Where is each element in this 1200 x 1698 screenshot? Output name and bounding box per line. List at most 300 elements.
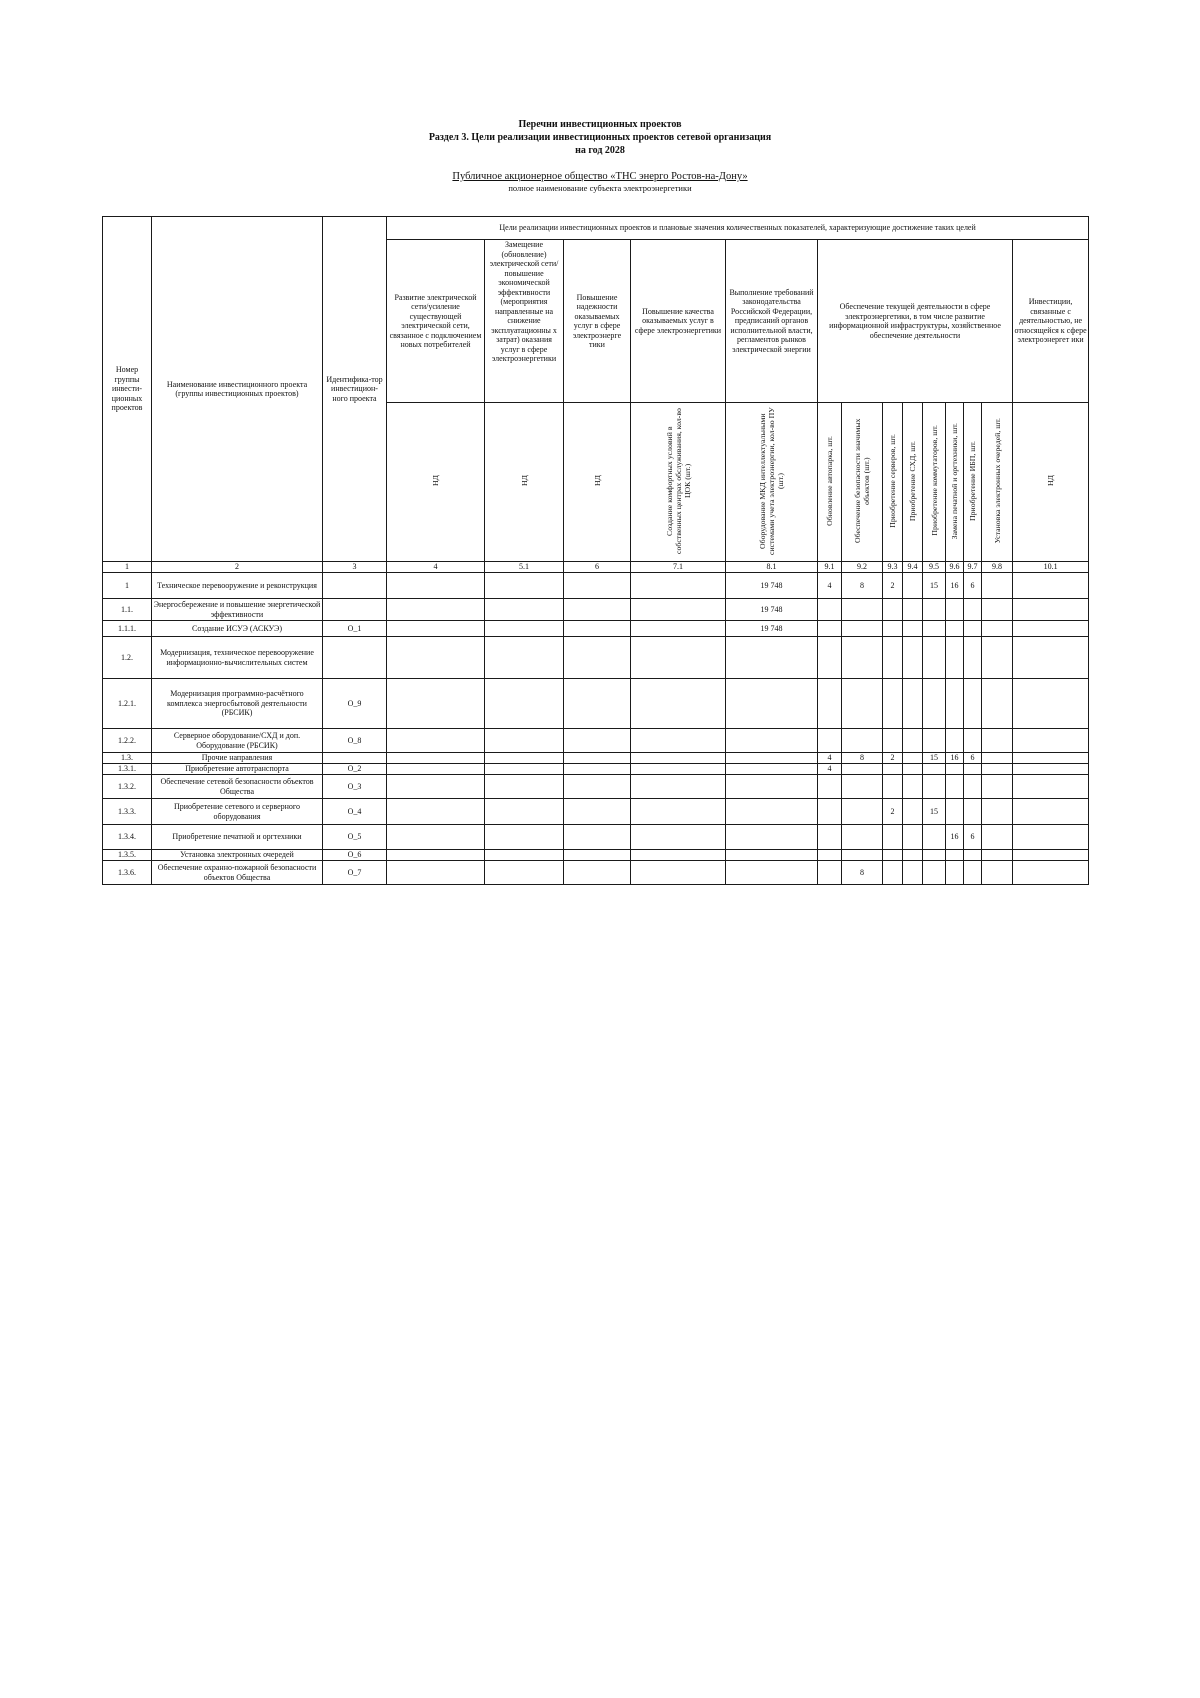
row-value-95 — [923, 637, 946, 679]
header-project-name: Наименование инвестиционного проекта (группы инвестиционных проектов) — [152, 217, 323, 562]
header-goal-10-text: Инвестиции, связанные с деятельностью, не относящейся к сфере электроэнергет ики — [1014, 297, 1087, 345]
row-value-91 — [818, 621, 842, 637]
row-value-96 — [946, 599, 964, 621]
row-value-71 — [631, 679, 726, 729]
company-caption: полное наименование субъекта электроэнергетики — [508, 183, 692, 193]
row-value-94 — [903, 637, 923, 679]
row-value-93 — [883, 599, 903, 621]
col-num: 9.4 — [903, 562, 923, 573]
col-num: 7.1 — [631, 562, 726, 573]
company-name: Публичное акционерное общество «ТНС энерго Ростов-на-Дону» — [452, 171, 748, 182]
row-value-96 — [946, 861, 964, 885]
row-value-96: 16 — [946, 753, 964, 764]
row-value-98 — [982, 679, 1013, 729]
header-goals: Цели реализации инвестиционных проектов и плановые значения количественных показателей, характеризующие достижение таких целей — [387, 217, 1089, 240]
row-value-92 — [842, 799, 883, 825]
row-value-71 — [631, 621, 726, 637]
row-value-94 — [903, 850, 923, 861]
row-value-6 — [564, 861, 631, 885]
row-value-71 — [631, 861, 726, 885]
row-value-81 — [726, 799, 818, 825]
row-value-51 — [485, 573, 564, 599]
row-value-92 — [842, 637, 883, 679]
row-value-97 — [964, 599, 982, 621]
row-value-95 — [923, 825, 946, 850]
row-value-4 — [387, 621, 485, 637]
row-value-97: 6 — [964, 753, 982, 764]
row-value-92 — [842, 599, 883, 621]
row-value-98 — [982, 621, 1013, 637]
indicator-4 — [387, 403, 485, 562]
row-value-93 — [883, 764, 903, 775]
document-title-line-1: Перечни инвестиционных проектов — [518, 119, 682, 130]
row-project-id: О_4 — [323, 799, 387, 825]
row-project-id: О_7 — [323, 861, 387, 885]
row-value-92 — [842, 679, 883, 729]
indicator-9-2-text: Обеспечение безопасности значимых объектов (шт.) — [853, 418, 871, 543]
row-value-92: 8 — [842, 753, 883, 764]
table-row — [103, 599, 1089, 621]
indicator-9-3-text: Приобретение серверов, шт. — [888, 433, 897, 528]
indicator-9-8-text: Установка электронных очередей, шт. — [992, 418, 1002, 544]
row-value-91: 4 — [818, 573, 842, 599]
header-group-number: Номер группы инвести-ционных проектов — [103, 217, 152, 562]
row-value-91 — [818, 775, 842, 799]
row-value-92 — [842, 850, 883, 861]
row-value-4 — [387, 637, 485, 679]
row-number: 1.2. — [103, 637, 152, 679]
row-value-93 — [883, 679, 903, 729]
column-number-row — [103, 562, 1089, 573]
header-row-goals — [103, 217, 1089, 240]
row-value-98 — [982, 599, 1013, 621]
indicator-6-text: НД — [592, 475, 602, 487]
row-value-98 — [982, 825, 1013, 850]
row-value-93 — [883, 775, 903, 799]
row-value-51 — [485, 825, 564, 850]
row-value-81: 19 748 — [726, 599, 818, 621]
row-value-91 — [818, 729, 842, 753]
col-num: 2 — [152, 562, 323, 573]
table-row — [103, 861, 1089, 885]
document-header — [0, 118, 1200, 194]
row-value-51 — [485, 775, 564, 799]
indicator-5-1-text: НД — [519, 475, 529, 487]
row-value-98 — [982, 637, 1013, 679]
row-value-6 — [564, 637, 631, 679]
row-value-4 — [387, 850, 485, 861]
row-value-91 — [818, 850, 842, 861]
col-num: 9.3 — [883, 562, 903, 573]
row-project-id: О_3 — [323, 775, 387, 799]
investment-goals-table — [102, 216, 1089, 885]
row-project-id: О_6 — [323, 850, 387, 861]
row-value-95 — [923, 621, 946, 637]
row-value-6 — [564, 679, 631, 729]
row-value-97 — [964, 764, 982, 775]
row-project-name: Прочие направления — [152, 753, 323, 764]
row-value-6 — [564, 573, 631, 599]
indicator-9-5-text: Приобретение коммутаторов, шт. — [929, 425, 939, 537]
row-value-51 — [485, 850, 564, 861]
row-value-101 — [1013, 825, 1089, 850]
row-value-6 — [564, 850, 631, 861]
row-project-name: Энергосбережение и повышение энергетической эффективности — [152, 599, 323, 621]
row-value-96: 16 — [946, 825, 964, 850]
row-value-101 — [1013, 850, 1089, 861]
row-value-91 — [818, 599, 842, 621]
row-value-6 — [564, 775, 631, 799]
row-value-95 — [923, 764, 946, 775]
row-value-96 — [946, 799, 964, 825]
row-project-id — [323, 573, 387, 599]
row-value-97 — [964, 799, 982, 825]
row-project-id — [323, 637, 387, 679]
row-value-81: 19 748 — [726, 573, 818, 599]
table-row — [103, 775, 1089, 799]
indicator-9-4 — [903, 403, 923, 562]
indicator-9-1-text: Обновление автопарка, шт. — [825, 435, 834, 526]
row-value-95 — [923, 599, 946, 621]
row-value-95 — [923, 729, 946, 753]
row-value-94 — [903, 861, 923, 885]
row-value-98 — [982, 850, 1013, 861]
row-value-81 — [726, 637, 818, 679]
row-value-6 — [564, 729, 631, 753]
row-value-95: 15 — [923, 799, 946, 825]
header-goal-4 — [387, 240, 485, 403]
row-value-81 — [726, 679, 818, 729]
row-value-71 — [631, 775, 726, 799]
header-goal-6 — [564, 240, 631, 403]
row-project-id: О_1 — [323, 621, 387, 637]
row-value-94 — [903, 764, 923, 775]
row-value-92 — [842, 825, 883, 850]
row-value-51 — [485, 599, 564, 621]
row-value-81 — [726, 775, 818, 799]
row-value-96 — [946, 775, 964, 799]
row-value-97 — [964, 729, 982, 753]
row-value-93 — [883, 621, 903, 637]
indicator-10-1 — [1013, 403, 1089, 562]
row-value-101 — [1013, 729, 1089, 753]
row-value-94 — [903, 799, 923, 825]
row-value-97 — [964, 621, 982, 637]
row-value-71 — [631, 753, 726, 764]
row-value-71 — [631, 729, 726, 753]
row-number: 1.3.6. — [103, 861, 152, 885]
row-number: 1.1.1. — [103, 621, 152, 637]
row-value-95 — [923, 861, 946, 885]
row-value-91: 4 — [818, 753, 842, 764]
row-value-95: 15 — [923, 753, 946, 764]
row-value-93: 2 — [883, 753, 903, 764]
row-project-name: Установка электронных очередей — [152, 850, 323, 861]
row-value-96: 16 — [946, 573, 964, 599]
row-value-95 — [923, 775, 946, 799]
row-value-97 — [964, 637, 982, 679]
indicator-10-1-text: НД — [1046, 475, 1056, 487]
row-value-4 — [387, 573, 485, 599]
row-value-4 — [387, 729, 485, 753]
row-number: 1.3. — [103, 753, 152, 764]
row-value-51 — [485, 799, 564, 825]
table-row — [103, 573, 1089, 599]
row-value-92: 8 — [842, 573, 883, 599]
row-value-71 — [631, 850, 726, 861]
row-value-4 — [387, 825, 485, 850]
row-project-name: Приобретение сетевого и серверного оборудования — [152, 799, 323, 825]
row-project-id — [323, 753, 387, 764]
row-value-81 — [726, 850, 818, 861]
row-value-93: 2 — [883, 573, 903, 599]
row-value-91 — [818, 637, 842, 679]
row-value-95 — [923, 850, 946, 861]
table-row — [103, 637, 1089, 679]
row-value-101 — [1013, 637, 1089, 679]
row-value-98 — [982, 753, 1013, 764]
row-value-98 — [982, 861, 1013, 885]
row-value-101 — [1013, 679, 1089, 729]
row-value-94 — [903, 729, 923, 753]
col-num: 9.1 — [818, 562, 842, 573]
indicator-9-7 — [964, 403, 982, 562]
row-value-71 — [631, 573, 726, 599]
row-number: 1.3.2. — [103, 775, 152, 799]
row-value-92 — [842, 764, 883, 775]
indicator-4-text: НД — [431, 475, 440, 487]
row-value-93 — [883, 729, 903, 753]
row-project-name: Создание ИСУЭ (АСКУЭ) — [152, 621, 323, 637]
row-value-101 — [1013, 775, 1089, 799]
row-value-81 — [726, 861, 818, 885]
row-value-97 — [964, 861, 982, 885]
col-num: 6 — [564, 562, 631, 573]
indicator-9-8 — [982, 403, 1013, 562]
row-value-98 — [982, 573, 1013, 599]
row-project-name: Приобретение печатной и оргтехники — [152, 825, 323, 850]
indicator-5-1 — [485, 403, 564, 562]
col-num: 9.2 — [842, 562, 883, 573]
row-value-98 — [982, 729, 1013, 753]
indicator-9-4-text: Приобретение СХД, шт. — [908, 440, 917, 521]
row-value-93: 2 — [883, 799, 903, 825]
row-value-4 — [387, 861, 485, 885]
row-value-96 — [946, 637, 964, 679]
row-value-101 — [1013, 799, 1089, 825]
row-project-name: Техническое перевооружение и реконструкция — [152, 573, 323, 599]
col-num: 9.6 — [946, 562, 964, 573]
row-value-93 — [883, 850, 903, 861]
row-value-51 — [485, 637, 564, 679]
row-value-4 — [387, 799, 485, 825]
table-row — [103, 799, 1089, 825]
document-title-line-2: Раздел 3. Цели реализации инвестиционных проектов сетевой организация — [428, 132, 772, 143]
row-number: 1.3.3. — [103, 799, 152, 825]
row-value-93 — [883, 825, 903, 850]
row-project-id: О_2 — [323, 764, 387, 775]
header-goal-8 — [726, 240, 818, 403]
row-project-name: Приобретение автотранспорта — [152, 764, 323, 775]
row-value-94 — [903, 599, 923, 621]
col-num: 10.1 — [1013, 562, 1089, 573]
row-project-id: О_8 — [323, 729, 387, 753]
row-number: 1.3.1. — [103, 764, 152, 775]
indicator-7-1 — [631, 403, 726, 562]
row-project-name: Обеспечение сетевой безопасности объектов Общества — [152, 775, 323, 799]
row-value-51 — [485, 764, 564, 775]
table-row — [103, 753, 1089, 764]
col-num: 8.1 — [726, 562, 818, 573]
row-value-6 — [564, 621, 631, 637]
row-value-51 — [485, 729, 564, 753]
row-value-94 — [903, 573, 923, 599]
table-row — [103, 764, 1089, 775]
col-num: 4 — [387, 562, 485, 573]
row-project-name: Обеспечение охранно-пожарной безопасности объектов Общества — [152, 861, 323, 885]
table-row — [103, 679, 1089, 729]
indicator-9-6 — [946, 403, 964, 562]
table-row — [103, 850, 1089, 861]
row-value-101 — [1013, 573, 1089, 599]
row-value-51 — [485, 621, 564, 637]
row-number: 1.3.4. — [103, 825, 152, 850]
row-value-92: 8 — [842, 861, 883, 885]
col-num: 3 — [323, 562, 387, 573]
table-row — [103, 825, 1089, 850]
row-number: 1.3.5. — [103, 850, 152, 861]
row-value-81 — [726, 825, 818, 850]
col-num: 9.7 — [964, 562, 982, 573]
row-value-95 — [923, 679, 946, 729]
row-value-98 — [982, 799, 1013, 825]
row-number: 1.1. — [103, 599, 152, 621]
header-goal-8-text: Выполнение требований законодательства Российской Федерации, предписаний органов исполнительной власти, регламентов рынков электрической энергии — [729, 287, 814, 354]
header-goal-9 — [818, 240, 1013, 403]
row-value-4 — [387, 764, 485, 775]
col-num: 5.1 — [485, 562, 564, 573]
row-project-id: О_9 — [323, 679, 387, 729]
row-project-name: Модернизация программно-расчётного комплекса энергосбытовой деятельности (РБСИК) — [152, 679, 323, 729]
row-value-93 — [883, 861, 903, 885]
row-project-id: О_5 — [323, 825, 387, 850]
row-value-81 — [726, 753, 818, 764]
row-value-71 — [631, 764, 726, 775]
row-value-51 — [485, 679, 564, 729]
row-value-94 — [903, 679, 923, 729]
table-row — [103, 729, 1089, 753]
row-value-51 — [485, 753, 564, 764]
header-goal-5 — [485, 240, 564, 403]
header-goal-7 — [631, 240, 726, 403]
row-value-91 — [818, 679, 842, 729]
row-project-name: Серверное оборудование/СХД и доп. Оборудование (РБСИК) — [152, 729, 323, 753]
row-value-98 — [982, 764, 1013, 775]
row-number: 1.2.1. — [103, 679, 152, 729]
row-value-4 — [387, 775, 485, 799]
row-value-101 — [1013, 764, 1089, 775]
indicator-8-1-text: Оборудование МКД интеллектуальными системами учета электроэнергии, кол-во ПУ (шт.) — [758, 406, 785, 555]
row-value-92 — [842, 775, 883, 799]
row-value-94 — [903, 775, 923, 799]
row-value-94 — [903, 753, 923, 764]
row-value-51 — [485, 861, 564, 885]
row-value-96 — [946, 621, 964, 637]
row-value-101 — [1013, 753, 1089, 764]
indicator-9-6-text: Замена печатной и оргтехники, шт. — [950, 422, 959, 539]
row-value-91: 4 — [818, 764, 842, 775]
row-value-71 — [631, 799, 726, 825]
header-goal-9-text: Обеспечение текущей деятельности в сфере электроэнергетики, в том числе развитие информационной инфраструктуры, хозяйственное обеспечение деятельности — [829, 302, 1001, 340]
header-goal-6-text: Повышение надежности оказываемых услуг в сфере электроэнерге тики — [572, 292, 622, 349]
row-value-81 — [726, 729, 818, 753]
header-goal-5-text: Замещение (обновление) электрической сети/повышение экономической эффективности (мероприятия направленные на снижение эксплуатационны х затрат) оказания услуг в сфере электроэнергетики — [489, 240, 559, 363]
row-number: 1 — [103, 573, 152, 599]
row-value-98 — [982, 775, 1013, 799]
row-value-6 — [564, 599, 631, 621]
row-value-4 — [387, 753, 485, 764]
indicator-8-1 — [726, 403, 818, 562]
row-value-71 — [631, 599, 726, 621]
row-value-97 — [964, 679, 982, 729]
col-num: 9.5 — [923, 562, 946, 573]
indicator-9-1 — [818, 403, 842, 562]
table-body — [103, 573, 1089, 885]
row-value-101 — [1013, 621, 1089, 637]
row-value-97: 6 — [964, 825, 982, 850]
row-value-94 — [903, 825, 923, 850]
col-num: 1 — [103, 562, 152, 573]
col-num: 9.8 — [982, 562, 1013, 573]
row-value-92 — [842, 729, 883, 753]
indicator-9-5 — [923, 403, 946, 562]
header-goal-7-text: Повышение качества оказываемых услуг в сфере электроэнергетики — [634, 306, 722, 335]
row-value-93 — [883, 637, 903, 679]
row-value-101 — [1013, 599, 1089, 621]
row-number: 1.2.2. — [103, 729, 152, 753]
row-value-6 — [564, 799, 631, 825]
indicator-6 — [564, 403, 631, 562]
row-value-6 — [564, 825, 631, 850]
row-value-81 — [726, 764, 818, 775]
row-value-71 — [631, 825, 726, 850]
indicator-9-2 — [842, 403, 883, 562]
row-value-101 — [1013, 861, 1089, 885]
row-project-name: Модернизация, техническое перевооружение информационно-вычислительных систем — [152, 637, 323, 679]
row-value-91 — [818, 799, 842, 825]
table-row — [103, 621, 1089, 637]
row-value-4 — [387, 679, 485, 729]
row-value-97: 6 — [964, 573, 982, 599]
indicator-9-3 — [883, 403, 903, 562]
row-value-91 — [818, 861, 842, 885]
row-value-6 — [564, 753, 631, 764]
indicator-9-7-text: Приобретение ИБП, шт. — [968, 440, 977, 521]
row-value-71 — [631, 637, 726, 679]
row-value-92 — [842, 621, 883, 637]
row-value-6 — [564, 764, 631, 775]
row-value-97 — [964, 775, 982, 799]
header-project-id: Идентифика-тор инвестицион-ного проекта — [323, 217, 387, 562]
row-value-97 — [964, 850, 982, 861]
row-value-4 — [387, 599, 485, 621]
row-value-91 — [818, 825, 842, 850]
indicator-7-1-text: Создание комфортных условий в собственных центрах обслуживания, кол-во ЦОК (шт.) — [664, 407, 692, 554]
row-value-96 — [946, 729, 964, 753]
row-value-96 — [946, 679, 964, 729]
row-value-81: 19 748 — [726, 621, 818, 637]
row-value-94 — [903, 621, 923, 637]
